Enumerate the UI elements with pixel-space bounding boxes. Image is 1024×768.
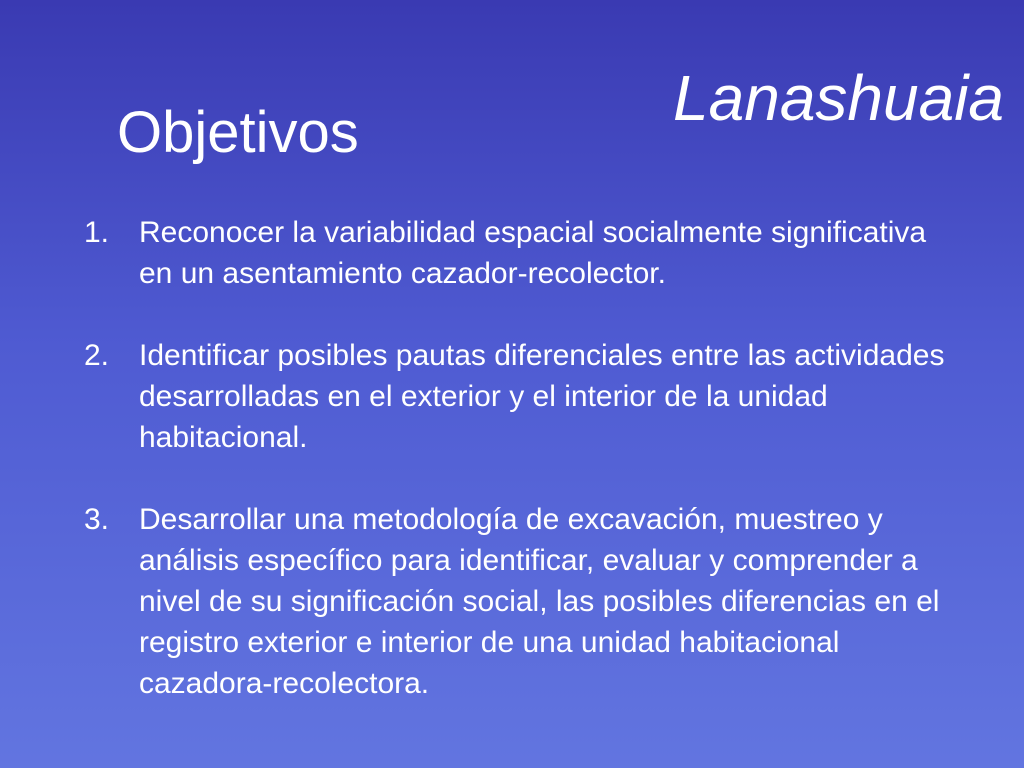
slide-title: Objetivos [117,100,359,165]
objectives-list [84,212,954,704]
objective-number: 2. [84,339,110,372]
objective-item [84,212,954,294]
objective-text: Desarrollar una metodología de excavación, muestreo y análisis específico para identificar, evaluar y comprender a nivel de su significación social, las posibles diferencias en el registro exterior e interior de una unidad habitacional cazadora-recolectora. [139,503,940,700]
objective-number: 1. [84,216,110,249]
objective-text: Reconocer la variabilidad espacial socialmente significativa en un asentamiento cazador-recolector. [139,216,927,290]
objective-item [84,335,954,458]
objective-text: Identificar posibles pautas diferenciales entre las actividades desarrolladas en el exterior y el interior de la unidad habitacional. [139,339,945,454]
objective-item [84,499,954,704]
brand-title: Lanashuaia [673,62,1004,134]
objective-number: 3. [84,503,110,536]
